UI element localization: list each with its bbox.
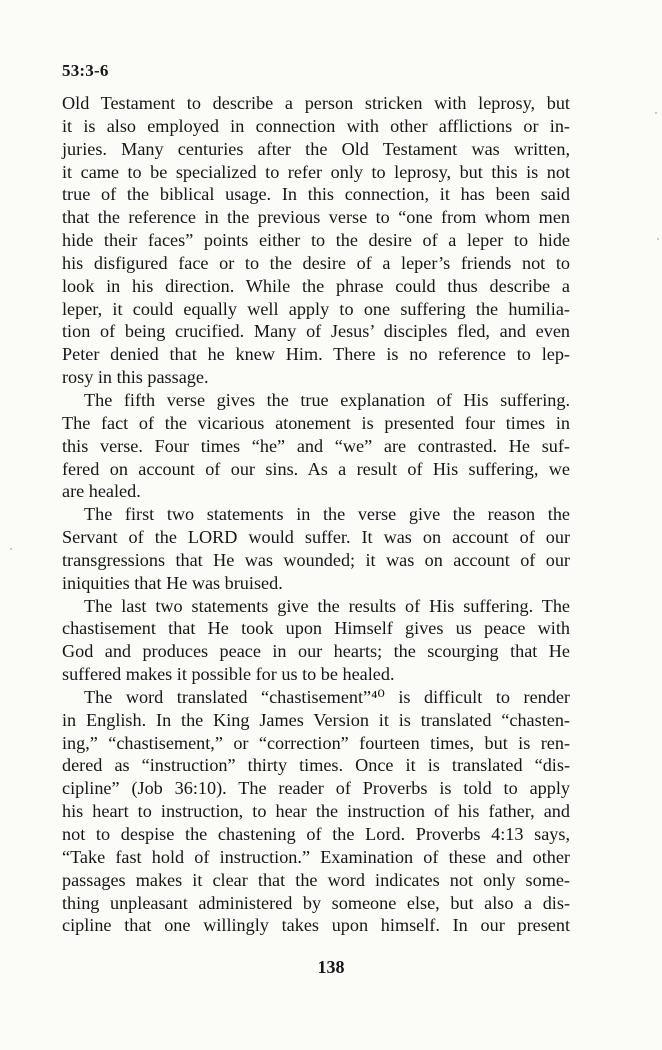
text-line: leper, it could equally well apply to one suffering the humilia- [62,298,570,319]
scan-speck [657,238,659,240]
body-text [62,92,570,937]
text-line: Peter denied that he knew Him. There is no reference to lep- [62,344,570,365]
text-line: Servant of the LORD would suffer. It was on account of our [62,527,570,548]
text-line: cipline that one willingly takes upon himself. In our present [62,915,570,936]
text-line: are healed. [62,481,141,502]
text-line: The fifth verse gives the true explanation of His suffering. [84,389,570,410]
text-line: true of the biblical usage. In this connection, it has been said [62,184,570,205]
text-line: his heart to instruction, to hear the instruction of his father, and [62,801,570,822]
text-line: “Take fast hold of instruction.” Examination of these and other [62,846,570,867]
text-line: The first two statements in the verse give the reason the [84,504,570,525]
text-line: The word translated “chastisement”⁴⁰ is difficult to render [84,686,570,707]
text-line: this verse. Four times “he” and “we” are contrasted. He suf- [62,435,570,456]
text-line: fered on account of our sins. As a result of His suffering, we [62,458,570,479]
text-line: Old Testament to describe a person stricken with leprosy, but [62,93,570,113]
text-line: tion of being crucified. Many of Jesus’ disciples fled, and even [62,321,570,342]
running-head: 53:3-6 [62,61,109,80]
text-line: that the reference in the previous verse to “one from whom men [62,207,570,228]
text-line: ing,” “chastisement,” or “correction” fourteen times, but is ren- [62,732,570,753]
text-line: The last two statements give the results of His suffering. The [84,595,570,616]
text-line: iniquities that He was bruised. [62,572,283,593]
text-line: rosy in this passage. [62,367,209,388]
text-line: chastisement that He took upon Himself gives us peace with [62,618,570,639]
text-line: transgressions that He was wounded; it was on account of our [62,549,570,570]
page-number: 138 [317,957,345,977]
text-line: passages makes it clear that the word indicates not only some- [62,869,570,890]
text-line: not to despise the chastening of the Lord. Proverbs 4:13 says, [62,824,570,844]
text-line: thing unpleasant administered by someone else, but also a dis- [62,892,570,913]
text-line: look in his direction. While the phrase could thus describe a [62,275,570,296]
text-line: The fact of the vicarious atonement is presented four times in [62,412,570,433]
text-line: his disfigured face or to the desire of a leper’s friends not to [62,252,570,273]
text-line: dered as “instruction” thirty times. Once it is translated “dis- [62,755,570,776]
scan-speck [655,112,657,114]
scan-speck [10,548,12,550]
text-line: it came to be specialized to refer only to leprosy, but this is not [62,161,570,182]
text-line: suffered makes it possible for us to be healed. [62,664,395,685]
text-line: it is also employed in connection with other afflictions or in- [62,115,570,136]
text-line: hide their faces” points either to the desire of a leper to hide [62,230,570,251]
text-line: juries. Many centuries after the Old Testament was written, [62,138,570,159]
text-line: God and produces peace in our hearts; the scourging that He [62,641,570,662]
text-line: cipline” (Job 36:10). The reader of Proverbs is told to apply [62,778,570,799]
text-line: in English. In the King James Version it is translated “chasten- [62,709,570,730]
